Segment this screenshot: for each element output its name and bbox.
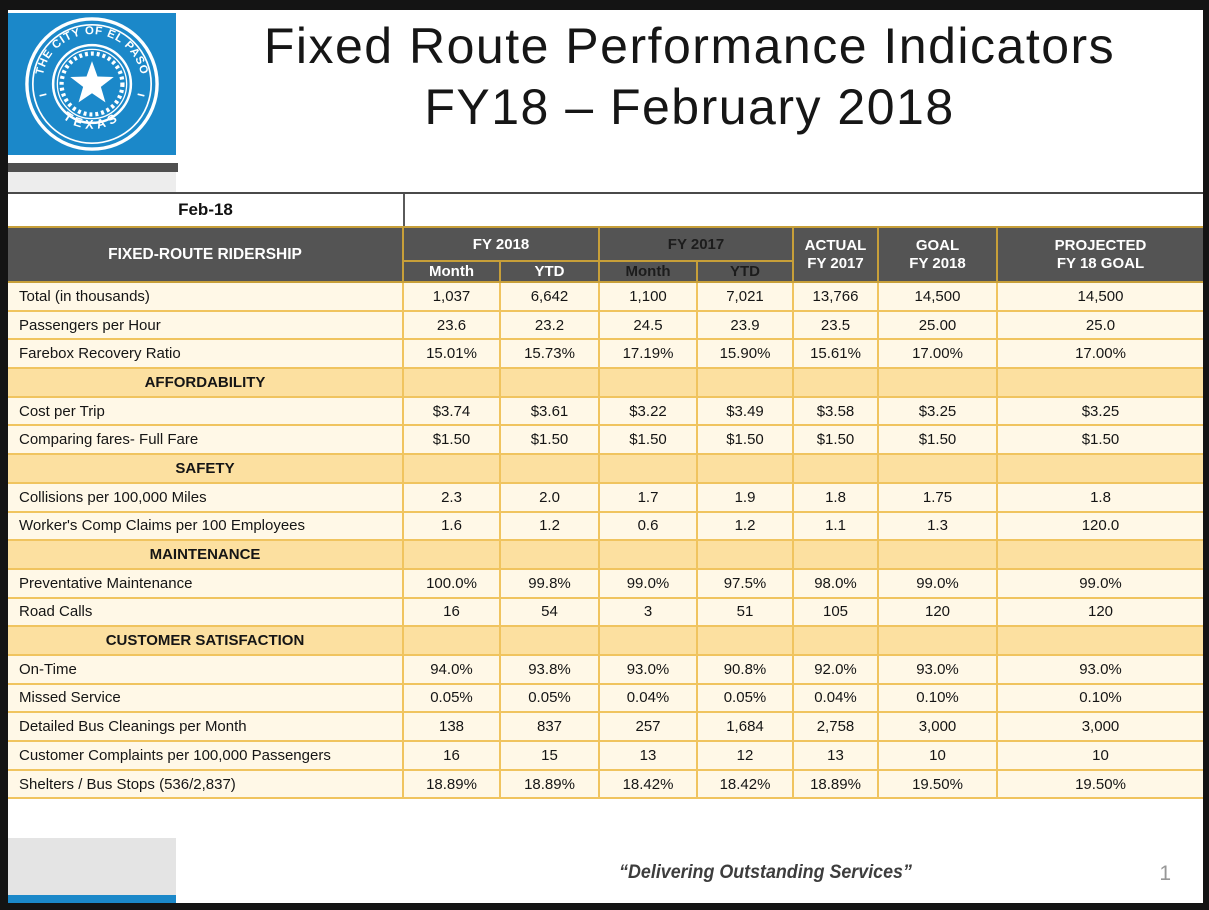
row-label: Worker's Comp Claims per 100 Employees — [8, 512, 403, 541]
section-row — [8, 454, 1203, 483]
row-label: Collisions per 100,000 Miles — [8, 483, 403, 512]
table-cell: 18.89% — [403, 770, 500, 799]
table-row — [8, 569, 1203, 598]
table-cell: $3.61 — [500, 397, 599, 426]
table-cell — [403, 454, 500, 483]
section-row — [8, 626, 1203, 655]
table-cell — [878, 540, 997, 569]
table-row — [8, 425, 1203, 454]
table-cell: 0.05% — [403, 684, 500, 713]
slide — [8, 10, 1203, 903]
table-cell — [793, 454, 878, 483]
table-cell: 1,684 — [697, 712, 793, 741]
table-cell: 0.05% — [697, 684, 793, 713]
table-cell — [403, 368, 500, 397]
table-cell: 54 — [500, 598, 599, 627]
table-cell: 94.0% — [403, 655, 500, 684]
page-number: 1 — [1159, 862, 1171, 885]
row-label: Customer Complaints per 100,000 Passengers — [8, 741, 403, 770]
table-cell: 3,000 — [997, 712, 1203, 741]
table-cell: 1.8 — [793, 483, 878, 512]
table-cell: 14,500 — [997, 282, 1203, 311]
table-cell — [997, 368, 1203, 397]
section-row — [8, 368, 1203, 397]
table-cell — [500, 540, 599, 569]
table-cell: 92.0% — [793, 655, 878, 684]
table-cell: 99.0% — [878, 569, 997, 598]
table-cell: 0.04% — [599, 684, 697, 713]
footer-gray-block — [8, 838, 176, 895]
row-label: MAINTENANCE — [8, 540, 403, 569]
fy2017-month-header: Month — [599, 261, 697, 282]
table-cell: 99.8% — [500, 569, 599, 598]
logo-underbar — [8, 163, 178, 172]
table-cell: 1,100 — [599, 282, 697, 311]
table-cell: $1.50 — [793, 425, 878, 454]
row-label: Cost per Trip — [8, 397, 403, 426]
header-line: ACTUAL — [804, 236, 867, 254]
table-cell — [599, 540, 697, 569]
table-cell: 93.0% — [878, 655, 997, 684]
table-cell: 2.3 — [403, 483, 500, 512]
seal-text-bottom: TEXAS — [61, 109, 123, 132]
actual-fy2017-header — [793, 227, 878, 282]
table-cell: 17.00% — [878, 339, 997, 368]
table-cell — [793, 626, 878, 655]
table-cell: 1.2 — [500, 512, 599, 541]
table-cell: 120 — [997, 598, 1203, 627]
table-cell: 0.05% — [500, 684, 599, 713]
goal-fy2018-header — [878, 227, 997, 282]
table-cell: 13 — [599, 741, 697, 770]
table-cell — [878, 454, 997, 483]
page-title — [184, 16, 1195, 138]
table-cell: 24.5 — [599, 311, 697, 340]
table-row — [8, 712, 1203, 741]
row-label: AFFORDABILITY — [8, 368, 403, 397]
row-label: Missed Service — [8, 684, 403, 713]
table-cell: $3.58 — [793, 397, 878, 426]
table-cell: $1.50 — [599, 425, 697, 454]
star-icon — [70, 61, 113, 102]
city-seal-icon — [8, 13, 176, 155]
table-cell: 15 — [500, 741, 599, 770]
fy2018-month-header: Month — [403, 261, 500, 282]
table-cell: 3 — [599, 598, 697, 627]
table-cell — [403, 626, 500, 655]
table-cell: 19.50% — [878, 770, 997, 799]
table-cell: 16 — [403, 741, 500, 770]
table-row — [8, 282, 1203, 311]
table-cell: 99.0% — [997, 569, 1203, 598]
title-line-1: Fixed Route Performance Indicators — [263, 18, 1116, 74]
table-cell: 1.1 — [793, 512, 878, 541]
section-row — [8, 540, 1203, 569]
table-cell: $3.22 — [599, 397, 697, 426]
table-cell: 97.5% — [697, 569, 793, 598]
fy2018-group-header: FY 2018 — [403, 227, 599, 261]
table-cell: 25.00 — [878, 311, 997, 340]
table-cell — [878, 626, 997, 655]
table-cell: 90.8% — [697, 655, 793, 684]
table-cell — [500, 368, 599, 397]
table-cell: 0.6 — [599, 512, 697, 541]
table-cell: 1.8 — [997, 483, 1203, 512]
header-line: GOAL — [915, 236, 960, 254]
table-cell: 15.90% — [697, 339, 793, 368]
table-cell: 3,000 — [878, 712, 997, 741]
table-cell: 51 — [697, 598, 793, 627]
table-cell — [403, 540, 500, 569]
header-line: FY 2017 — [807, 254, 864, 272]
table-cell — [793, 368, 878, 397]
row-label: Comparing fares- Full Fare — [8, 425, 403, 454]
table-row — [8, 684, 1203, 713]
table-cell: 23.2 — [500, 311, 599, 340]
row-label: Preventative Maintenance — [8, 569, 403, 598]
table-cell: 0.04% — [793, 684, 878, 713]
table-cell: 23.6 — [403, 311, 500, 340]
table-cell: 23.5 — [793, 311, 878, 340]
row-label: Total (in thousands) — [8, 282, 403, 311]
table-cell — [878, 368, 997, 397]
table-cell: 15.73% — [500, 339, 599, 368]
fy2017-ytd-header: YTD — [697, 261, 793, 282]
row-label: Road Calls — [8, 598, 403, 627]
period-label: Feb-18 — [178, 200, 233, 219]
table-cell: 98.0% — [793, 569, 878, 598]
row-label: Farebox Recovery Ratio — [8, 339, 403, 368]
projected-fy18-goal-header — [997, 227, 1203, 282]
table-body — [8, 282, 1203, 798]
table-cell: 18.89% — [500, 770, 599, 799]
table-cell: 14,500 — [878, 282, 997, 311]
table-cell: 1.75 — [878, 483, 997, 512]
table-row — [8, 770, 1203, 799]
table-cell — [997, 540, 1203, 569]
table-cell: 25.0 — [997, 311, 1203, 340]
table-cell: 0.10% — [997, 684, 1203, 713]
table-cell: 1.6 — [403, 512, 500, 541]
table-cell: 99.0% — [599, 569, 697, 598]
table-cell: $1.50 — [997, 425, 1203, 454]
table-cell: 18.42% — [599, 770, 697, 799]
city-of-el-paso-logo — [8, 13, 176, 155]
header-line: FY 2018 — [909, 254, 966, 272]
row-label: SAFETY — [8, 454, 403, 483]
row-label: CUSTOMER SATISFACTION — [8, 626, 403, 655]
table-cell: 12 — [697, 741, 793, 770]
table-cell: 10 — [997, 741, 1203, 770]
period-row — [8, 192, 1203, 226]
table-cell — [599, 626, 697, 655]
table-cell — [697, 454, 793, 483]
period-divider — [403, 194, 405, 226]
table-header-group-row — [8, 227, 1203, 261]
table-cell: 17.00% — [997, 339, 1203, 368]
table-cell: 120.0 — [997, 512, 1203, 541]
table-cell: 1.3 — [878, 512, 997, 541]
table-cell: 6,642 — [500, 282, 599, 311]
row-label: Detailed Bus Cleanings per Month — [8, 712, 403, 741]
table-row — [8, 741, 1203, 770]
title-line-2: FY18 – February 2018 — [424, 79, 955, 135]
footer-quote: “Delivering Outstanding Services” — [619, 862, 912, 883]
table-cell: 17.19% — [599, 339, 697, 368]
table-cell: 257 — [599, 712, 697, 741]
table-cell: $3.49 — [697, 397, 793, 426]
table-cell — [599, 454, 697, 483]
table-cell — [997, 454, 1203, 483]
table-cell: 93.8% — [500, 655, 599, 684]
header-line: FY 18 GOAL — [1056, 254, 1145, 272]
table-cell: 93.0% — [599, 655, 697, 684]
table-row — [8, 655, 1203, 684]
table-cell — [500, 454, 599, 483]
table-cell: 18.42% — [697, 770, 793, 799]
fy2018-ytd-header: YTD — [500, 261, 599, 282]
table-cell: $1.50 — [878, 425, 997, 454]
table-cell: $3.25 — [878, 397, 997, 426]
table-cell: 16 — [403, 598, 500, 627]
table-cell: $1.50 — [403, 425, 500, 454]
table-cell: 105 — [793, 598, 878, 627]
table-row — [8, 598, 1203, 627]
header-line: PROJECTED — [1054, 236, 1147, 254]
logo-gray-block — [8, 172, 176, 192]
row-label: On-Time — [8, 655, 403, 684]
table-cell: 2.0 — [500, 483, 599, 512]
table-cell — [697, 626, 793, 655]
table-cell: 100.0% — [403, 569, 500, 598]
table-row — [8, 311, 1203, 340]
table-cell: 13,766 — [793, 282, 878, 311]
table-cell — [697, 540, 793, 569]
table-cell: 93.0% — [997, 655, 1203, 684]
table-cell — [997, 626, 1203, 655]
table-cell: 13 — [793, 741, 878, 770]
table-cell: 0.10% — [878, 684, 997, 713]
row-label: Shelters / Bus Stops (536/2,837) — [8, 770, 403, 799]
performance-table — [8, 226, 1203, 799]
ridership-header: FIXED-ROUTE RIDERSHIP — [8, 227, 403, 282]
table-row — [8, 339, 1203, 368]
table-cell: 1.2 — [697, 512, 793, 541]
table-header — [8, 227, 1203, 282]
table-cell: 1.7 — [599, 483, 697, 512]
table-cell: 7,021 — [697, 282, 793, 311]
table-cell: 19.50% — [997, 770, 1203, 799]
table-cell: $1.50 — [500, 425, 599, 454]
table-cell — [500, 626, 599, 655]
table-cell: 138 — [403, 712, 500, 741]
table-row — [8, 512, 1203, 541]
table-cell: 120 — [878, 598, 997, 627]
table-cell: 1.9 — [697, 483, 793, 512]
table-cell: 2,758 — [793, 712, 878, 741]
fy2017-group-header: FY 2017 — [599, 227, 793, 261]
table-cell: $3.74 — [403, 397, 500, 426]
table-cell: 15.61% — [793, 339, 878, 368]
table-cell: $1.50 — [697, 425, 793, 454]
table-cell: 15.01% — [403, 339, 500, 368]
table-row — [8, 397, 1203, 426]
table-row — [8, 483, 1203, 512]
row-label: Passengers per Hour — [8, 311, 403, 340]
seal-text-top: THE CITY OF EL PASO — [34, 24, 151, 77]
table-cell: 1,037 — [403, 282, 500, 311]
table-cell — [697, 368, 793, 397]
table-cell — [599, 368, 697, 397]
table-cell: 23.9 — [697, 311, 793, 340]
footer-blue-bar — [8, 895, 176, 903]
table-cell: 18.89% — [793, 770, 878, 799]
table-cell: $3.25 — [997, 397, 1203, 426]
table-cell: 10 — [878, 741, 997, 770]
table-cell — [793, 540, 878, 569]
table-cell: 837 — [500, 712, 599, 741]
